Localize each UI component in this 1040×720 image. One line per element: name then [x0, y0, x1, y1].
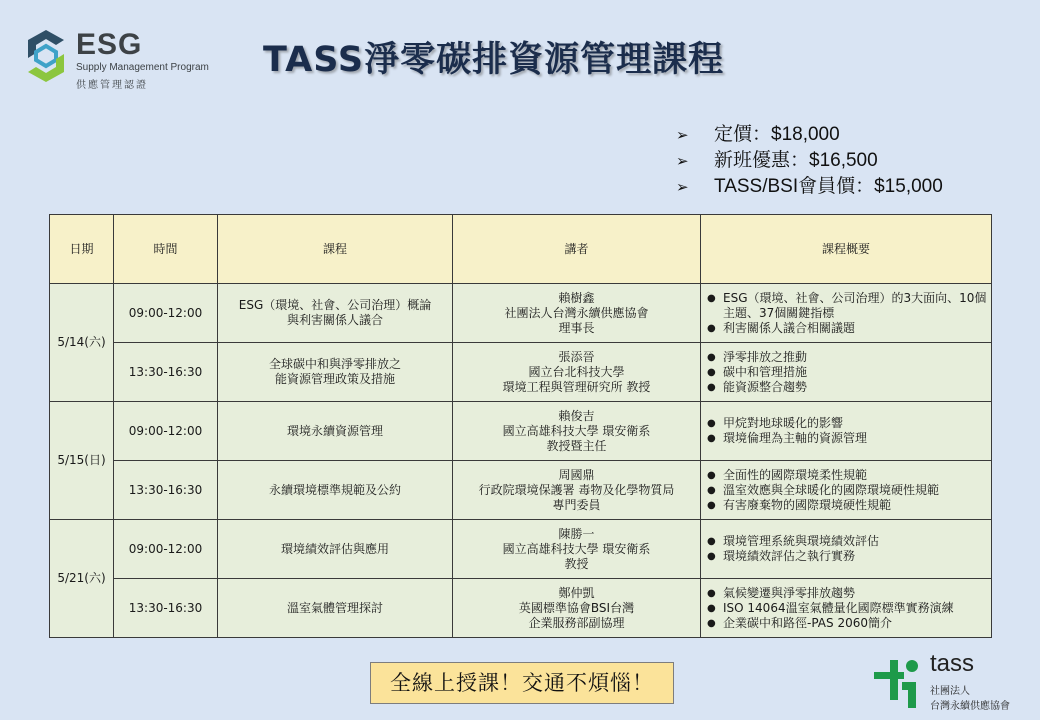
esg-logo — [20, 22, 210, 92]
lecturer-cell-line: 理事長 — [558, 320, 595, 335]
lecturer-cell-line: 張添晉 — [558, 349, 595, 364]
arrow-bullet-icon: ➢ — [676, 127, 689, 144]
lecturer-cell — [453, 461, 701, 520]
course-cell-line: 能資源管理政策及措施 — [274, 372, 395, 386]
table-row — [50, 579, 992, 638]
tass-logo — [866, 652, 1036, 716]
table-row — [50, 520, 992, 579]
summary-item: ● ESG（環境、社會、公司治理）的3大面向、10個主題、37個關鍵指標 — [707, 291, 987, 321]
time-cell: 09:00-12:00 — [114, 284, 218, 343]
header-lecturer: 講者 — [453, 215, 701, 284]
summary-cell — [701, 343, 992, 402]
price-text: 定價：$18,000 — [714, 124, 840, 145]
course-cell-line: 全球碳中和與淨零排放之 — [268, 357, 401, 371]
price-item — [676, 148, 943, 174]
lecturer-cell-line: 國立高雄科技大學 環安衛系 — [502, 423, 651, 438]
esg-logo-subtitle: Supply Management Program — [76, 62, 209, 73]
lecturer-cell-line: 國立台北科技大學 — [528, 364, 625, 379]
course-cell — [218, 284, 453, 343]
table-row — [50, 343, 992, 402]
summary-list — [707, 534, 987, 564]
summary-cell — [701, 520, 992, 579]
esg-logo-title: ESG — [76, 28, 143, 61]
online-banner: 全線上授課！交通不煩惱！ — [370, 662, 674, 704]
summary-item: ● 能資源整合趨勢 — [707, 380, 987, 395]
lecturer-cell-line: 行政院環境保護署 毒物及化學物質局 — [478, 482, 675, 497]
table-row — [50, 402, 992, 461]
course-cell-line: 環境永續資源管理 — [286, 423, 383, 438]
course-cell-line: 溫室氣體管理探討 — [286, 600, 383, 615]
summary-item: ● 氣候變遷與淨零排放趨勢 — [707, 586, 987, 601]
lecturer-cell-line: 周國鼎 — [558, 467, 595, 482]
course-cell-line: 與利害關係人議合 — [286, 313, 383, 327]
price-list — [676, 122, 943, 200]
summary-item: ● 環境績效評估之執行實務 — [707, 549, 987, 564]
course-cell — [218, 461, 453, 520]
lecturer-cell-line: 企業服務部副協理 — [528, 615, 625, 630]
course-cell — [218, 402, 453, 461]
summary-list — [707, 586, 987, 631]
tass-logo-icon — [868, 654, 922, 712]
course-cell-line: 環境績效評估與應用 — [280, 541, 389, 556]
tass-logo-line2: 台灣永續供應協會 — [930, 701, 1010, 712]
summary-item: ● 甲烷對地球暖化的影響 — [707, 416, 987, 431]
page-title: TASS淨零碳排資源管理課程 — [263, 40, 725, 80]
summary-item: ● 淨零排放之推動 — [707, 350, 987, 365]
time-cell: 09:00-12:00 — [114, 402, 218, 461]
course-cell-line: ESG（環境、社會、公司治理）概論 — [238, 298, 432, 312]
summary-item: ● 有害廢棄物的國際環境硬性規範 — [707, 498, 987, 513]
table-row — [50, 284, 992, 343]
summary-item: ● 環境倫理為主軸的資源管理 — [707, 431, 987, 446]
tass-logo-word: tass — [930, 650, 975, 677]
esg-logo-icon — [20, 26, 72, 86]
schedule-table — [49, 214, 992, 638]
lecturer-cell-line: 英國標準協會BSI台灣 — [518, 600, 635, 615]
lecturer-cell-line: 專門委員 — [552, 497, 601, 512]
price-item — [676, 174, 943, 200]
summary-cell — [701, 579, 992, 638]
lecturer-cell-line: 環境工程與管理研究所 教授 — [502, 379, 651, 394]
time-cell: 13:30-16:30 — [114, 579, 218, 638]
lecturer-cell — [453, 402, 701, 461]
time-cell: 13:30-16:30 — [114, 461, 218, 520]
price-text: 新班優惠：$16,500 — [714, 150, 878, 171]
summary-item: ● 溫室效應與全球暖化的國際環境硬性規範 — [707, 483, 987, 498]
summary-list — [707, 416, 987, 446]
table-header-row — [50, 215, 992, 284]
time-cell: 09:00-12:00 — [114, 520, 218, 579]
course-cell — [218, 520, 453, 579]
arrow-bullet-icon: ➢ — [676, 153, 689, 170]
tass-logo-line1: 社團法人 — [930, 686, 970, 697]
lecturer-cell-line: 鄭仲凱 — [558, 585, 595, 600]
lecturer-cell — [453, 579, 701, 638]
summary-list — [707, 468, 987, 513]
summary-item: ● 利害關係人議合相關議題 — [707, 321, 987, 336]
header-course: 課程 — [218, 215, 453, 284]
date-cell: 5/14(六) — [50, 284, 114, 402]
summary-item: ● 全面性的國際環境柔性規範 — [707, 468, 987, 483]
lecturer-cell — [453, 343, 701, 402]
summary-list — [707, 291, 987, 336]
lecturer-cell — [453, 284, 701, 343]
arrow-bullet-icon: ➢ — [676, 179, 689, 196]
summary-item: ● 企業碳中和路徑-PAS 2060簡介 — [707, 616, 987, 631]
summary-cell — [701, 402, 992, 461]
summary-list — [707, 350, 987, 395]
summary-item: ● 碳中和管理措施 — [707, 365, 987, 380]
lecturer-cell — [453, 520, 701, 579]
course-cell-line: 永續環境標準規範及公約 — [268, 482, 401, 497]
summary-item: ● ISO 14064溫室氣體量化國際標準實務演練 — [707, 601, 987, 616]
table-row — [50, 461, 992, 520]
time-cell: 13:30-16:30 — [114, 343, 218, 402]
price-item — [676, 122, 943, 148]
header-summary: 課程概要 — [701, 215, 992, 284]
summary-item: ● 環境管理系統與環境績效評估 — [707, 534, 987, 549]
course-cell — [218, 579, 453, 638]
date-cell: 5/21(六) — [50, 520, 114, 638]
lecturer-cell-line: 社團法人台灣永續供應協會 — [504, 305, 649, 320]
lecturer-cell-line: 教授 — [564, 556, 589, 571]
price-text: TASS/BSI會員價：$15,000 — [714, 176, 943, 197]
lecturer-cell-line: 賴俊吉 — [558, 408, 595, 423]
lecturer-cell-line: 賴樹鑫 — [558, 290, 595, 305]
esg-logo-subtitle-zh: 供應管理認證 — [76, 80, 148, 91]
course-cell — [218, 343, 453, 402]
lecturer-cell-line: 教授暨主任 — [546, 438, 607, 453]
date-cell: 5/15(日) — [50, 402, 114, 520]
header-time: 時間 — [114, 215, 218, 284]
summary-cell — [701, 461, 992, 520]
header-date: 日期 — [50, 215, 114, 284]
summary-cell — [701, 284, 992, 343]
lecturer-cell-line: 陳勝一 — [558, 526, 595, 541]
lecturer-cell-line: 國立高雄科技大學 環安衛系 — [502, 541, 651, 556]
